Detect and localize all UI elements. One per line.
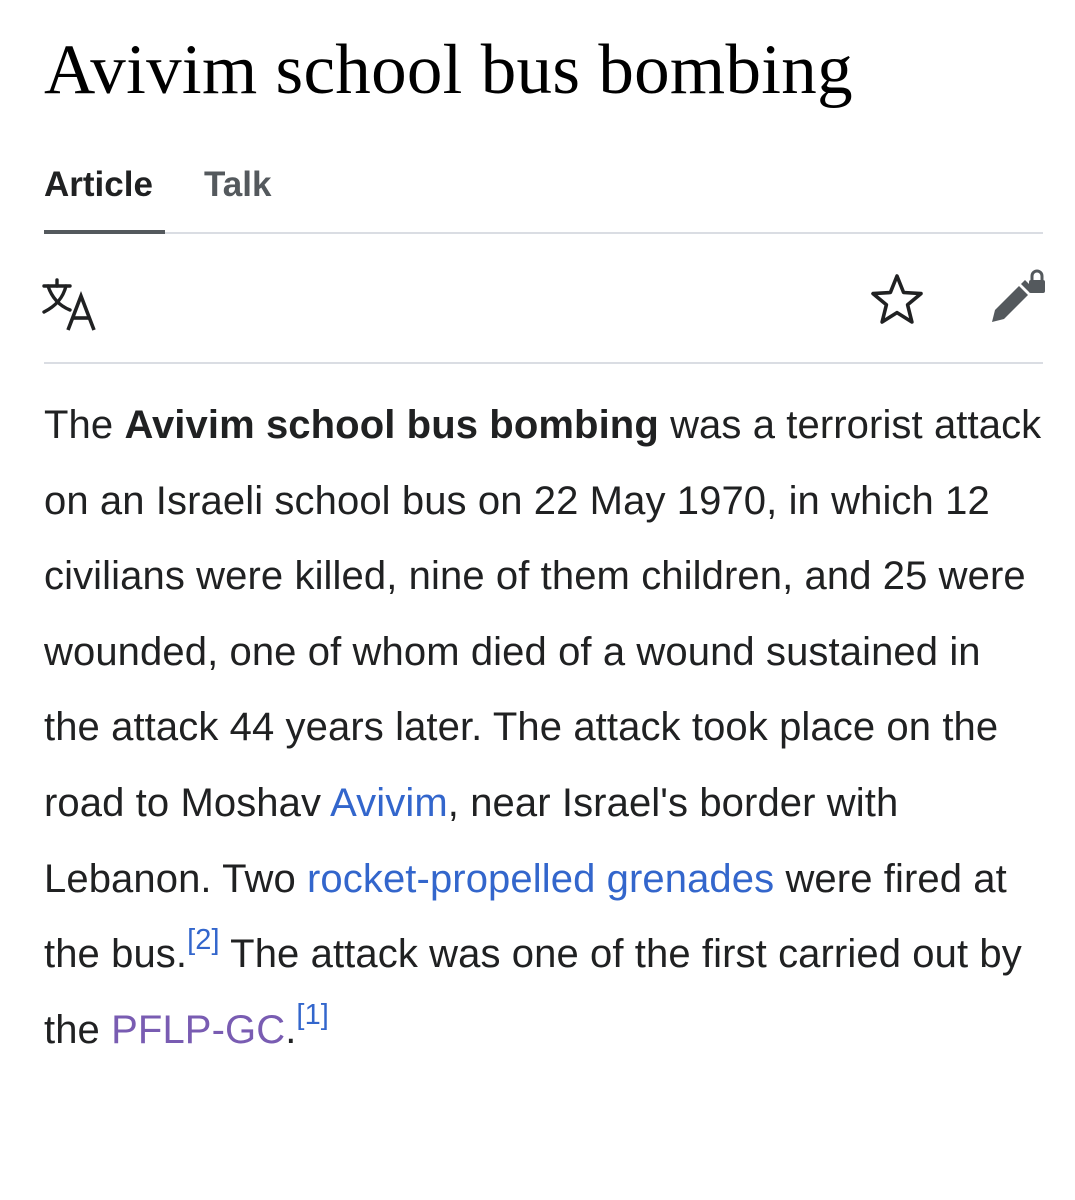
link-rocket-propelled-grenades[interactable]: rocket-propelled grenades <box>307 856 775 901</box>
page-title: Avivim school bus bombing <box>44 31 853 109</box>
star-icon[interactable] <box>866 270 928 332</box>
link-avivim[interactable]: Avivim <box>330 780 448 825</box>
body-text: were fired at the bus. <box>44 856 1007 977</box>
body-text: . <box>285 1007 297 1052</box>
body-text: was a terrorist attack on an Israeli school bus on 22 May 1970, in which 12 civilians were killed, nine of them children, and 25 were wounded, one of whom died of a wound sustained in the attack 44 years later. The attack took place on the road to Moshav <box>44 403 1042 825</box>
namespace-tabs <box>44 160 1043 234</box>
citation-2-link[interactable]: [2] <box>187 923 220 956</box>
article-subject-bold: Avivim school bus bombing <box>124 403 659 447</box>
language-icon[interactable] <box>40 274 100 334</box>
article-page <box>44 0 1043 1200</box>
body-text: The <box>44 403 125 447</box>
tab-talk[interactable]: Talk <box>204 165 272 204</box>
edit-locked-icon[interactable] <box>986 268 1048 330</box>
body-text: , near Israel's border with Lebanon. Two <box>44 780 899 901</box>
citation-1-link[interactable]: [1] <box>296 999 329 1032</box>
link-pflp-gc[interactable]: PFLP-GC <box>111 1007 286 1052</box>
body-text: The attack was one of the first carried out by the <box>44 932 1022 1052</box>
page-actions-toolbar <box>44 234 1043 364</box>
article-lead-paragraph <box>44 388 1044 1068</box>
tab-article[interactable]: Article <box>44 160 165 232</box>
